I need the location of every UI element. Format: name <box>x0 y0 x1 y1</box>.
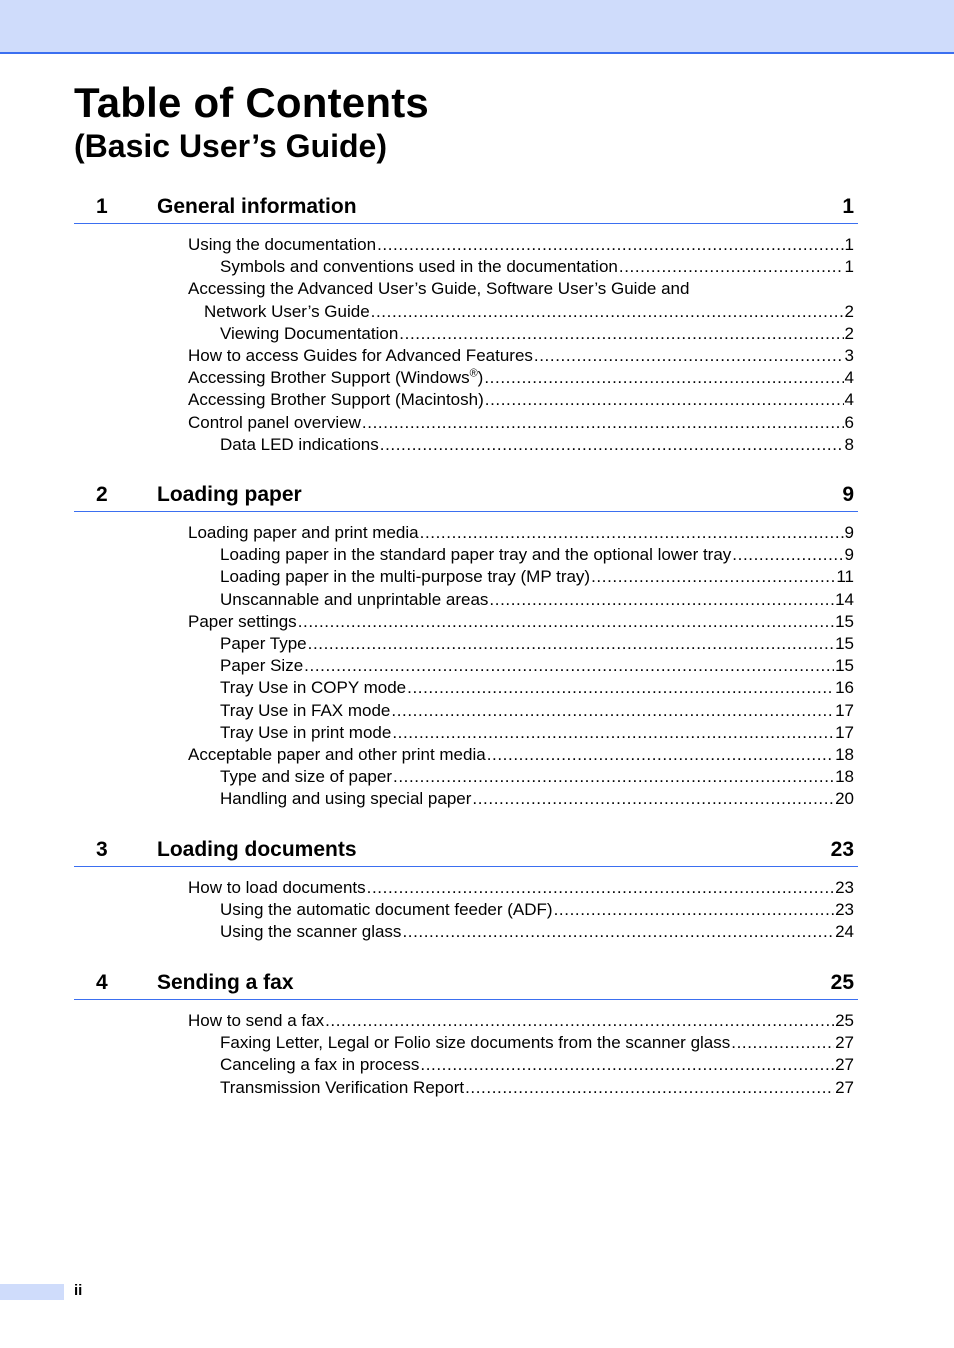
dot-leader <box>304 655 834 677</box>
dot-leader <box>420 1054 834 1076</box>
footer-page-number: ii <box>74 1282 83 1299</box>
dot-leader <box>362 412 844 434</box>
dot-leader <box>485 389 844 411</box>
entry-title <box>220 722 391 744</box>
entry-page-number: 27 <box>835 1077 854 1097</box>
entry-title <box>220 566 590 588</box>
page-title: Table of Contents <box>74 79 429 126</box>
entry-title <box>220 788 471 810</box>
chapter-page-number: 1 <box>842 195 854 218</box>
entry-title-text: Symbols and conventions used in the documentation <box>220 257 618 277</box>
toc-entry[interactable] <box>188 744 854 766</box>
entry-page-number: 9 <box>844 545 854 565</box>
entry-title-text: How to send a fax <box>188 1011 325 1030</box>
entry-title <box>220 677 406 699</box>
chapter-number: 1 <box>96 195 108 218</box>
entry-title <box>220 434 379 456</box>
toc-entry[interactable] <box>220 766 854 788</box>
entry-title-text: Loading paper and print media <box>188 523 419 542</box>
dot-leader <box>554 899 834 921</box>
entry-title-text: Accessing Brother Support (Macintosh) <box>188 390 484 410</box>
toc-entry[interactable] <box>220 323 854 345</box>
entry-title <box>220 766 392 788</box>
entry-page-number: 20 <box>835 789 854 809</box>
chapter-number: 3 <box>96 838 108 861</box>
toc-entry[interactable] <box>220 788 854 810</box>
dot-leader <box>731 1032 834 1054</box>
toc-entry[interactable] <box>220 677 854 699</box>
entry-title-text: Network User’s Guide <box>204 301 370 321</box>
dot-leader <box>407 677 834 699</box>
entry-page-number: 3 <box>844 345 854 365</box>
entry-title-text: Transmission Verification Report <box>220 1077 465 1097</box>
toc-entry[interactable] <box>220 1032 854 1054</box>
entry-page-number: 27 <box>835 1033 854 1053</box>
chapter-section <box>74 969 858 1099</box>
entry-page-number: 25 <box>835 1011 854 1030</box>
entry-title <box>220 633 307 655</box>
dot-leader <box>298 611 834 633</box>
entry-page-number: 9 <box>844 523 854 542</box>
registered-mark: ® <box>469 367 478 380</box>
entry-title <box>188 234 376 256</box>
toc-entry[interactable] <box>220 655 854 677</box>
dot-leader <box>472 788 834 810</box>
entry-page-number: 24 <box>835 922 854 942</box>
entry-title-text: How to access Guides for Advanced Features <box>188 345 533 365</box>
chapter-section <box>74 481 858 810</box>
entry-title <box>188 611 297 633</box>
entry-list <box>74 522 858 810</box>
toc-entry[interactable] <box>220 921 854 943</box>
dot-leader <box>465 1077 834 1099</box>
entry-title <box>188 279 689 298</box>
dot-leader <box>399 323 843 345</box>
entry-title-text: Accessing the Advanced User’s Guide, Software User’s Guide and <box>188 279 690 299</box>
entry-list <box>74 877 858 944</box>
chapter-page-number: 23 <box>830 838 854 861</box>
entry-title-text: Data LED indications <box>220 434 379 454</box>
entry-title <box>188 877 366 899</box>
entry-page-number: 15 <box>835 611 854 631</box>
entry-title-text: Control panel overview <box>188 412 361 432</box>
entry-page-number: 1 <box>844 235 854 254</box>
entry-title-text: Faxing Letter, Legal or Folio size documents from the scanner glass <box>220 1033 731 1053</box>
entry-title-text: Paper settings <box>188 611 297 631</box>
entry-page-number: 17 <box>835 722 854 742</box>
dot-leader <box>367 877 834 899</box>
chapter-heading[interactable] <box>74 193 858 224</box>
dot-leader <box>420 522 844 544</box>
toc-entry[interactable] <box>188 877 854 899</box>
entry-title-text: Viewing Documentation <box>220 323 399 343</box>
entry-page-number: 15 <box>835 633 854 653</box>
entry-list <box>74 234 858 456</box>
dot-leader <box>308 633 834 655</box>
dot-leader <box>591 566 835 588</box>
toc-entry[interactable] <box>220 899 854 921</box>
entry-title <box>220 589 488 611</box>
dot-leader <box>732 544 843 566</box>
dot-leader <box>392 722 834 744</box>
page-subtitle: (Basic User’s Guide) <box>74 128 387 164</box>
entry-page-number: 18 <box>835 744 854 764</box>
toc-entry[interactable] <box>220 434 854 456</box>
toc-entry[interactable] <box>204 301 854 323</box>
header-band <box>0 0 954 54</box>
entry-title <box>204 301 370 323</box>
entry-title <box>220 655 303 677</box>
entry-page-number: 4 <box>844 390 854 410</box>
entry-page-number: 14 <box>835 589 854 609</box>
dot-leader <box>380 434 844 456</box>
toc-entry[interactable] <box>188 1010 854 1032</box>
dot-leader <box>371 301 844 323</box>
entry-title <box>220 1077 464 1099</box>
chapter-page-number: 25 <box>830 971 854 994</box>
entry-title <box>188 367 483 389</box>
chapter-heading[interactable] <box>74 969 858 1000</box>
entry-page-number: 4 <box>844 368 854 388</box>
dot-leader <box>534 345 844 367</box>
entry-title-tail: ) <box>477 368 484 388</box>
entry-page-number: 23 <box>835 900 854 920</box>
entry-title-text: How to load documents <box>188 878 366 897</box>
toc-entry[interactable] <box>220 256 854 278</box>
toc-entry[interactable] <box>220 589 854 611</box>
entry-title-text: Type and size of paper <box>220 767 393 787</box>
entry-title <box>220 323 398 345</box>
entry-title-text: Loading paper in the standard paper tray and the optional lower tray <box>220 545 732 565</box>
entry-title-text: Unscannable and unprintable areas <box>220 589 489 609</box>
entry-title <box>188 389 484 411</box>
chapter-page-number: 9 <box>842 483 854 506</box>
dot-leader <box>619 256 844 278</box>
dot-leader <box>325 1010 834 1032</box>
toc-entry[interactable] <box>188 367 854 389</box>
chapter-title: General information <box>157 195 357 218</box>
entry-page-number: 2 <box>844 323 854 343</box>
entry-page-number: 8 <box>844 434 854 454</box>
toc-entry[interactable] <box>220 1077 854 1099</box>
entry-title <box>220 921 401 943</box>
dot-leader <box>377 234 843 256</box>
toc-entry[interactable] <box>220 566 854 588</box>
dot-leader <box>487 744 834 766</box>
entry-title <box>188 412 361 434</box>
entry-title-text: Acceptable paper and other print media <box>188 744 486 764</box>
entry-title-text: Tray Use in COPY mode <box>220 678 407 698</box>
toc-entry[interactable] <box>188 389 854 411</box>
entry-title <box>220 544 731 566</box>
chapter-section <box>74 836 858 944</box>
toc-entry[interactable] <box>188 611 854 633</box>
toc-entry[interactable] <box>220 700 854 722</box>
entry-title <box>220 1032 730 1054</box>
entry-title-text: Using the documentation <box>188 235 377 254</box>
toc-entry[interactable] <box>220 633 854 655</box>
entry-title <box>188 1010 324 1032</box>
chapter-title: Loading documents <box>157 838 357 861</box>
toc-entry[interactable] <box>220 544 854 566</box>
entry-title <box>188 522 419 544</box>
chapter-number: 4 <box>96 971 108 994</box>
entry-title-text: Loading paper in the multi-purpose tray (MP tray) <box>220 567 591 587</box>
dot-leader <box>489 589 834 611</box>
entry-title <box>220 899 553 921</box>
entry-page-number: 15 <box>835 656 854 676</box>
dot-leader <box>393 766 834 788</box>
chapter-title: Loading paper <box>157 483 302 506</box>
entry-page-number: 17 <box>835 700 854 720</box>
dot-leader <box>402 921 834 943</box>
chapter-heading[interactable] <box>74 481 858 512</box>
entry-title <box>220 1054 419 1076</box>
dot-leader <box>391 700 834 722</box>
entry-title-text: Tray Use in print mode <box>220 722 392 742</box>
entry-title <box>188 345 533 367</box>
toc-entry[interactable] <box>188 234 854 256</box>
toc-entry[interactable] <box>188 278 854 300</box>
entry-page-number: 6 <box>844 412 854 432</box>
entry-list <box>74 1010 858 1099</box>
entry-title <box>188 744 486 766</box>
chapter-heading[interactable] <box>74 836 858 867</box>
chapter-number: 2 <box>96 483 108 506</box>
entry-page-number: 1 <box>844 257 854 277</box>
entry-title-text: Using the automatic document feeder (ADF) <box>220 900 553 920</box>
entry-page-number: 23 <box>835 878 854 897</box>
dot-leader <box>484 367 843 389</box>
toc-entry[interactable] <box>220 722 854 744</box>
entry-title-text: Paper Type <box>220 633 307 653</box>
entry-title-text: Canceling a fax in process <box>220 1055 420 1075</box>
toc-entry[interactable] <box>220 1054 854 1076</box>
entry-title-text: Using the scanner glass <box>220 922 402 942</box>
entry-title-text: Accessing Brother Support (Windows <box>188 368 470 388</box>
entry-page-number: 11 <box>836 567 854 587</box>
entry-page-number: 16 <box>835 678 854 698</box>
entry-title <box>220 700 390 722</box>
chapter-section <box>74 193 858 456</box>
entry-title-text: Paper Size <box>220 656 304 676</box>
chapter-title: Sending a fax <box>157 971 294 994</box>
entry-title <box>220 256 618 278</box>
toc-entry[interactable] <box>188 345 854 367</box>
entry-page-number: 2 <box>844 301 854 321</box>
entry-page-number: 18 <box>835 767 854 787</box>
toc-entry[interactable] <box>188 412 854 434</box>
entry-title-text: Handling and using special paper <box>220 789 472 809</box>
toc-entry[interactable] <box>188 522 854 544</box>
entry-page-number: 27 <box>835 1055 854 1075</box>
footer-band <box>0 1284 64 1300</box>
entry-title-text: Tray Use in FAX mode <box>220 700 391 720</box>
